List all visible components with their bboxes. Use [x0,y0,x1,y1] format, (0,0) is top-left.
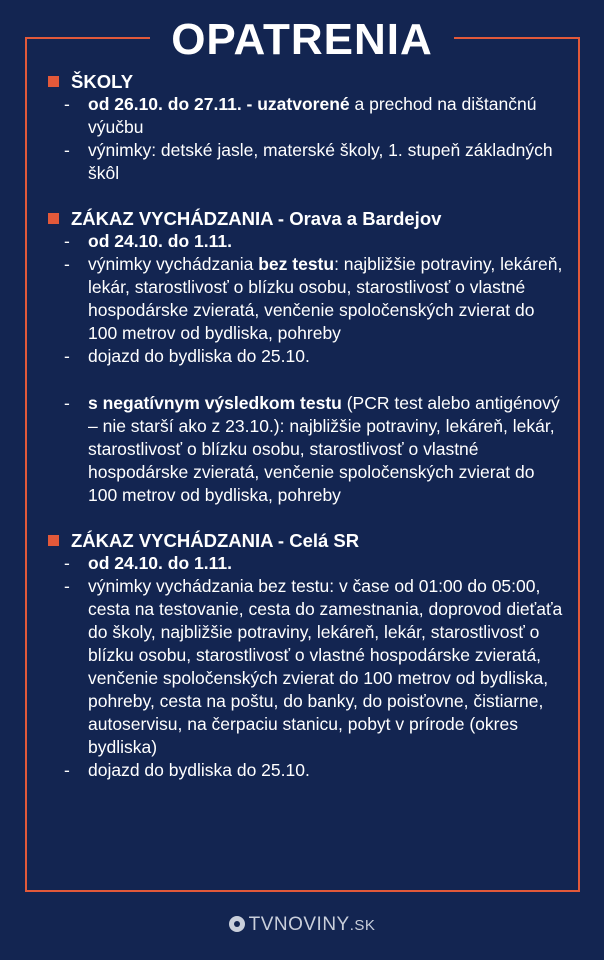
section-cela-sr [48,529,568,782]
list-item: - dojazd do bydliska do 25.10. [64,760,310,780]
section-heading: ŠKOLY [48,70,568,93]
section-heading: ZÁKAZ VYCHÁDZANIA - Celá SR [48,529,568,552]
list-item: - od 26.10. do 27.11. - uzatvorené a prechod na dištančnú výučbu [64,94,537,137]
list-item: - od 24.10. do 1.11. [64,231,232,251]
list-item: - s negatívnym výsledkom testu (PCR test alebo antigénový – nie starší ako z 23.10.): najbližšie potraviny, lekáreň, lekár, starostlivosť o blízku osobu, starostlivosť o vlastné hospodárske zvieratá, venčenie spoločenských zvierat do 100 metrov od bydliska, pohreby [64,393,560,505]
list-item: - od 24.10. do 1.11. [64,553,232,573]
footer-logo: TVNOVINY.SK [0,914,604,936]
content [48,70,568,804]
list-item: - výnimky vychádzania bez testu: najbližšie potraviny, lekáreň, lekár, starostlivosť o blízku osobu, starostlivosť o vlastné hospodárske zvieratá, venčenie spoločenských zvierat do 100 metrov od bydliska, pohreby [64,254,563,343]
section-skoly [48,70,568,185]
section-heading: ZÁKAZ VYCHÁDZANIA - Orava a Bardejov [48,207,568,230]
list-item: - výnimky vychádzania bez testu: v čase od 01:00 do 05:00, cesta na testovanie, cesta do zamestnania, doprovod dieťaťa do školy, najbližšie potraviny, lekáreň, lekár, starostlivosť o blízku osobu, starostlivosť o vlastné hospodárske zvieratá, venčenie spoločenských zvierat do 100 metrov od bydliska, pohreby, cesta na poštu, do banky, do poisťovne, čistiarne, autoservisu, na čerpaciu stanicu, pobyt v prírode (okres bydliska) [64,576,563,757]
list-item: - dojazd do bydliska do 25.10. [64,346,310,366]
section-orava-bardejov [48,207,568,507]
list-item: - výnimky: detské jasle, materské školy, 1. stupeň základných škôl [64,140,553,183]
page-title: OPATRENIA [150,12,454,68]
bullet-square-icon [48,213,59,224]
bullet-square-icon [48,535,59,546]
tvnoviny-logo-icon [229,916,245,932]
bullet-square-icon [48,76,59,87]
